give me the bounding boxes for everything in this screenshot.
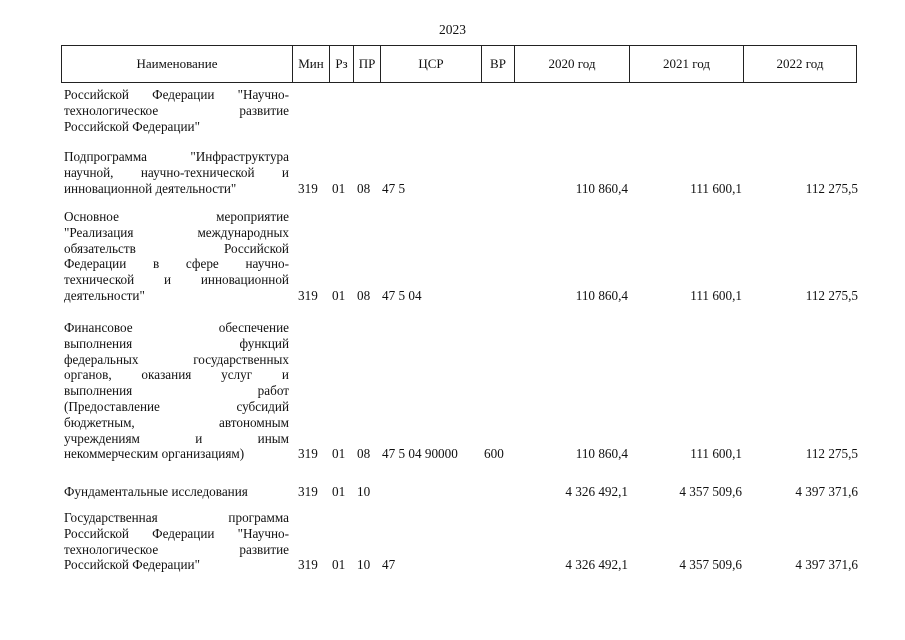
header-2020: 2020 год	[514, 46, 629, 82]
row-2021: 111 600,1	[690, 446, 742, 462]
row-name-line: Федерации в сфере научно-	[64, 256, 289, 272]
row-2020: 4 326 492,1	[565, 557, 628, 573]
row-rz: 01	[332, 484, 346, 499]
row-rz: 01	[332, 180, 346, 196]
row-name-line: учреждениям и иным	[64, 430, 289, 446]
row-name	[64, 149, 289, 196]
row-2020: 110 860,4	[575, 446, 628, 462]
row-csr: 47 5 04	[382, 288, 422, 303]
row-2022: 4 397 371,6	[795, 484, 858, 499]
header-min: Мин	[292, 46, 329, 82]
row-2022: 112 275,5	[805, 180, 858, 196]
header-csr: ЦСР	[380, 46, 481, 82]
row-name-line: Российской Федерации "Научно-	[64, 525, 289, 541]
row-pr: 10	[357, 557, 371, 573]
page-number: 2023	[439, 22, 466, 37]
header-rz: Рз	[329, 46, 353, 82]
header-pr: ПР	[353, 46, 380, 82]
row-2022: 112 275,5	[805, 288, 858, 303]
row-csr: 47	[382, 557, 396, 573]
row-rz: 01	[332, 288, 346, 303]
row-name-line: обязательств Российской	[64, 240, 289, 256]
row-min: 319	[298, 288, 318, 303]
row-name-line: Российской Федерации"	[64, 118, 200, 134]
row-name-line: Российской Федерации"	[64, 557, 200, 573]
row-2021: 111 600,1	[690, 288, 742, 303]
row-csr: 47 5	[382, 180, 406, 196]
row-name-line: органов, оказания услуг и	[64, 367, 289, 383]
row-name-line: некоммерческим организациям)	[64, 446, 245, 462]
row-2020: 4 326 492,1	[565, 484, 628, 499]
row-2021: 4 357 509,6	[679, 557, 742, 573]
row-2021: 111 600,1	[690, 180, 742, 196]
row-name-line: Фундаментальные исследования	[64, 484, 248, 499]
row-name-line: технической и инновационной	[64, 272, 289, 288]
table-header	[61, 45, 857, 83]
row-name-line: Российской Федерации "Научно-	[64, 87, 289, 102]
row-pr: 10	[357, 484, 371, 499]
row-rz: 01	[332, 557, 346, 573]
row-name-line: инновационной деятельности"	[64, 180, 237, 196]
row-name-line: Финансовое обеспечение	[64, 320, 289, 335]
row-vr: 600	[484, 446, 504, 462]
row-2020: 110 860,4	[575, 288, 628, 303]
row-2022: 4 397 371,6	[795, 557, 858, 573]
row-name-line: выполнения функций	[64, 335, 289, 351]
row-name-line: деятельности"	[64, 287, 145, 303]
row-rz: 01	[332, 446, 346, 462]
row-name	[64, 510, 289, 573]
row-pr: 08	[357, 446, 371, 462]
row-pr: 08	[357, 180, 371, 196]
row-name-line: бюджетным, автономным	[64, 414, 289, 430]
row-pr: 08	[357, 288, 371, 303]
row-2020: 110 860,4	[575, 180, 628, 196]
row-name	[64, 320, 289, 462]
row-name-line: технологическое развитие	[64, 102, 289, 118]
row-2021: 4 357 509,6	[679, 484, 742, 499]
row-name-line: Подпрограмма "Инфраструктура	[64, 149, 289, 164]
header-2022: 2022 год	[743, 46, 856, 82]
header-2021: 2021 год	[629, 46, 743, 82]
header-vr: ВР	[481, 46, 514, 82]
row-min: 319	[298, 484, 318, 499]
row-name-line: "Реализация международных	[64, 224, 289, 240]
row-csr: 47 5 04 90000	[382, 446, 458, 462]
row-name	[64, 209, 289, 304]
header-name: Наименование	[136, 56, 218, 71]
row-name	[64, 87, 289, 134]
row-name-line: выполнения работ	[64, 383, 289, 399]
row-2022: 112 275,5	[805, 446, 858, 462]
row-name-line: Основное мероприятие	[64, 209, 289, 224]
row-min: 319	[298, 446, 318, 462]
row-name-line: федеральных государственных	[64, 351, 289, 367]
row-name-line: Государственная программа	[64, 510, 289, 525]
row-name-line: научной, научно-технической и	[64, 164, 289, 180]
row-name	[64, 484, 289, 500]
row-name-line: технологическое развитие	[64, 541, 289, 557]
row-name-line: (Предоставление субсидий	[64, 398, 289, 414]
row-min: 319	[298, 557, 318, 573]
row-min: 319	[298, 180, 318, 196]
